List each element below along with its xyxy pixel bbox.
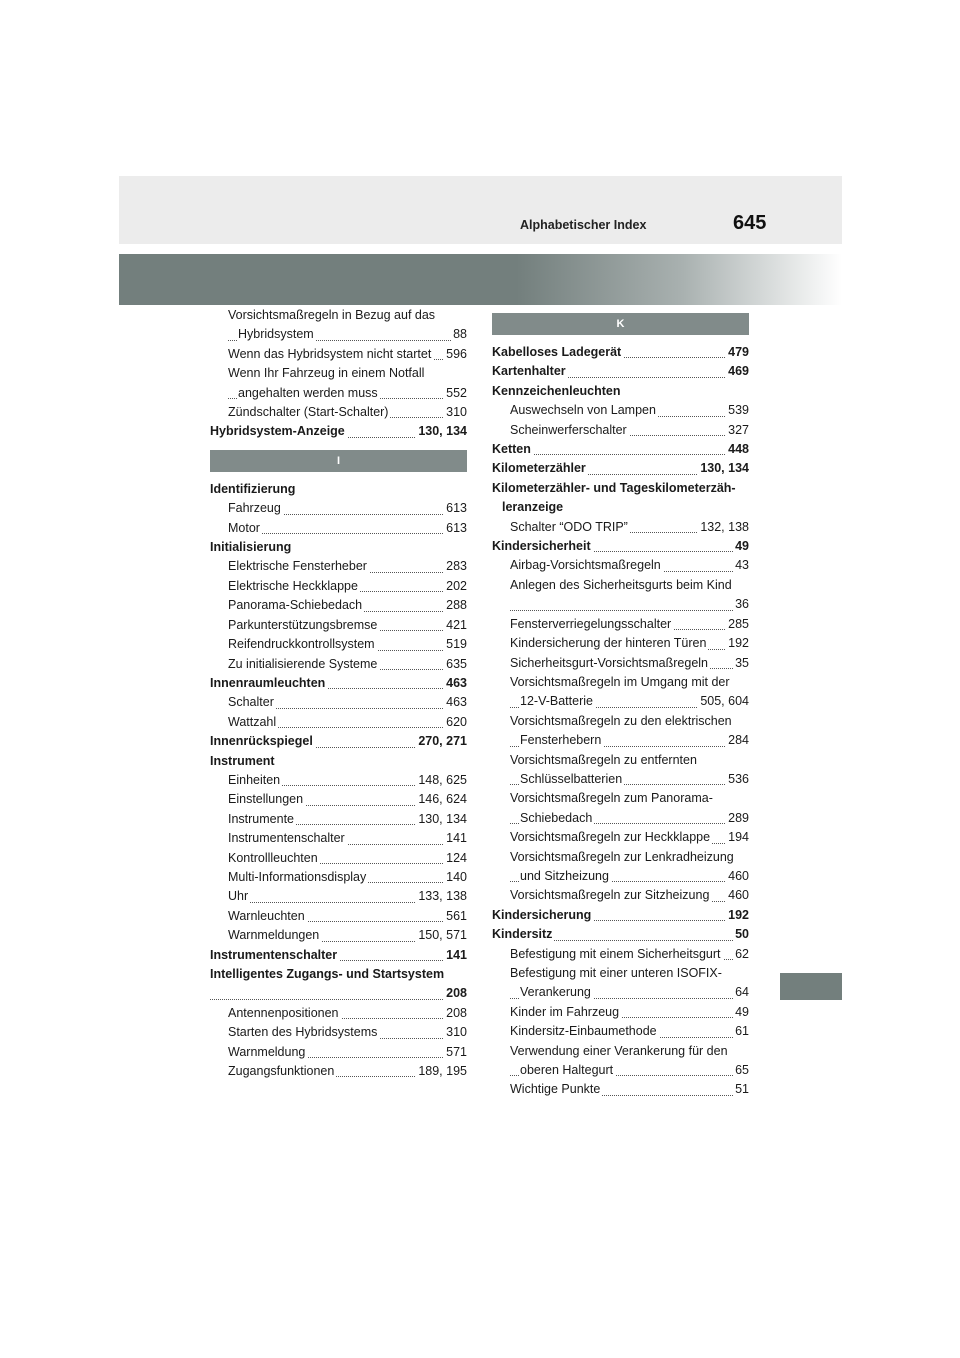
index-entry bbox=[492, 751, 749, 790]
index-entry-pages: 88 bbox=[451, 325, 467, 344]
index-entry bbox=[492, 848, 749, 887]
index-entry-row bbox=[228, 577, 467, 596]
index-entry-label: Einstellungen bbox=[228, 790, 305, 809]
index-entry-row bbox=[510, 1003, 749, 1022]
index-entry-label: Instrument bbox=[210, 752, 277, 771]
index-entry-pages: 552 bbox=[444, 384, 467, 403]
index-entry-row bbox=[228, 1043, 467, 1062]
index-entry bbox=[210, 907, 467, 926]
index-entry-label: Wichtige Punkte bbox=[510, 1080, 602, 1099]
index-entry bbox=[492, 1022, 749, 1041]
index-entry-row bbox=[228, 907, 467, 926]
index-entry-row bbox=[510, 615, 749, 634]
index-entry-pages: 561 bbox=[444, 907, 467, 926]
index-entry bbox=[210, 306, 467, 345]
index-entry bbox=[210, 926, 467, 945]
index-entry-row bbox=[510, 1022, 749, 1041]
index-entry-row bbox=[510, 634, 749, 653]
index-entry-row bbox=[228, 345, 467, 364]
index-entry-label: Kennzeichenleuchten bbox=[492, 382, 623, 401]
index-entry bbox=[492, 421, 749, 440]
index-entry bbox=[492, 479, 749, 518]
index-entry-label: Kinder im Fahrzeug bbox=[510, 1003, 621, 1022]
index-entry bbox=[210, 616, 467, 635]
index-entry-row bbox=[510, 692, 749, 711]
index-entry bbox=[210, 557, 467, 576]
dot-leader bbox=[228, 533, 467, 534]
index-entry-row bbox=[228, 403, 467, 422]
index-entry-label: Antennenpositionen bbox=[228, 1004, 341, 1023]
index-entry bbox=[492, 712, 749, 751]
index-entry-pages: 460 bbox=[726, 886, 749, 905]
index-entry bbox=[492, 382, 749, 401]
index-entry-row bbox=[510, 595, 749, 614]
index-entry bbox=[210, 364, 467, 403]
index-entry-pages: 613 bbox=[444, 499, 467, 518]
index-entry-label: Kindersitz-Einbaumethode bbox=[510, 1022, 659, 1041]
index-entry-label-continued: und Sitzheizung bbox=[520, 867, 611, 886]
index-entry bbox=[492, 828, 749, 847]
index-entry-row bbox=[510, 1061, 749, 1080]
index-entry-label: Reifendruckkontrollsystem bbox=[228, 635, 377, 654]
index-entry-label: Warnleuchten bbox=[228, 907, 307, 926]
index-entry-label: Elektrische Heckklappe bbox=[228, 577, 360, 596]
index-entry-label-continued: Schlüsselbatterien bbox=[520, 770, 624, 789]
index-entry-pages: 620 bbox=[444, 713, 467, 732]
index-entry-pages: 505, 604 bbox=[698, 692, 749, 711]
index-entry-row bbox=[228, 655, 467, 674]
index-entry bbox=[492, 556, 749, 575]
index-entry-label-continued: oberen Haltegurt bbox=[520, 1061, 615, 1080]
index-entry bbox=[210, 596, 467, 615]
index-entry-label: Instrumentenschalter bbox=[228, 829, 347, 848]
index-entry-label: Uhr bbox=[228, 887, 250, 906]
spacer bbox=[492, 335, 749, 343]
index-entry bbox=[210, 635, 467, 654]
index-entry-row bbox=[210, 422, 467, 441]
index-entry-pages: 148, 625 bbox=[416, 771, 467, 790]
index-entry-pages: 49 bbox=[733, 537, 749, 556]
index-entry-row bbox=[492, 362, 749, 381]
index-entry-label: Kabelloses Ladegerät bbox=[492, 343, 623, 362]
index-entry-label: Warnmeldung bbox=[228, 1043, 307, 1062]
index-entry-pages: 150, 571 bbox=[416, 926, 467, 945]
index-entry-label: Kilometerzähler- und Tageskilometerzäh- bbox=[492, 480, 736, 495]
index-entry-pages: 140 bbox=[444, 868, 467, 887]
index-entry-pages: 130, 134 bbox=[416, 422, 467, 441]
index-entry-pages: 539 bbox=[726, 401, 749, 420]
index-entry-row bbox=[210, 752, 467, 771]
index-entry-pages: 310 bbox=[444, 403, 467, 422]
index-entry-label-continued: 12-V-Batterie bbox=[520, 692, 595, 711]
index-entry-label: Kartenhalter bbox=[492, 362, 568, 381]
index-entry-row bbox=[492, 925, 749, 944]
index-entry-label: Identifizierung bbox=[210, 480, 297, 499]
index-entry-pages: 36 bbox=[733, 595, 749, 614]
index-entry-row bbox=[492, 343, 749, 362]
index-entry-row bbox=[492, 382, 749, 401]
index-entry-row bbox=[228, 635, 467, 654]
index-entry-row bbox=[510, 518, 749, 537]
index-entry-pages: 49 bbox=[733, 1003, 749, 1022]
index-entry bbox=[210, 790, 467, 809]
index-entry bbox=[492, 576, 749, 615]
section-letter-header: K bbox=[492, 313, 749, 335]
index-entry-pages: 62 bbox=[733, 945, 749, 964]
index-entry-row bbox=[228, 868, 467, 887]
index-entry-row bbox=[510, 421, 749, 440]
index-entry bbox=[210, 752, 467, 771]
index-entry bbox=[210, 849, 467, 868]
index-entry-row bbox=[228, 771, 467, 790]
index-entry-row bbox=[510, 770, 749, 789]
index-entry-label: Scheinwerferschalter bbox=[510, 421, 629, 440]
index-entry-pages: 35 bbox=[733, 654, 749, 673]
section-title: Alphabetischer Index bbox=[520, 218, 647, 232]
index-entry bbox=[210, 693, 467, 712]
index-entry-row bbox=[228, 1023, 467, 1042]
index-entry-label: Starten des Hybridsystems bbox=[228, 1023, 379, 1042]
index-entry-row bbox=[510, 828, 749, 847]
index-entry bbox=[210, 1043, 467, 1062]
index-entry-pages: 208 bbox=[444, 984, 467, 1003]
index-entry bbox=[210, 732, 467, 751]
index-entry-label: Zu initialisierende Systeme bbox=[228, 655, 379, 674]
index-entry-label: Multi-Informationsdisplay bbox=[228, 868, 368, 887]
spacer bbox=[210, 442, 467, 450]
index-entry-row bbox=[210, 674, 467, 693]
index-entry-row bbox=[492, 537, 749, 556]
index-entry-pages: 189, 195 bbox=[416, 1062, 467, 1081]
index-entry-row bbox=[510, 867, 749, 886]
index-entry-pages: 469 bbox=[726, 362, 749, 381]
index-entry-pages: 51 bbox=[733, 1080, 749, 1099]
index-entry-label: Zündschalter (Start-Schalter) bbox=[228, 403, 390, 422]
index-entry-row bbox=[210, 984, 467, 1003]
index-entry-label: Wenn Ihr Fahrzeug in einem Notfall bbox=[228, 366, 425, 381]
index-entry bbox=[492, 343, 749, 362]
index-entry bbox=[210, 403, 467, 422]
index-entry-pages: 43 bbox=[733, 556, 749, 575]
index-entry bbox=[210, 422, 467, 441]
index-entry bbox=[210, 345, 467, 364]
dot-leader bbox=[210, 999, 467, 1000]
index-entry-label: Befestigung mit einer unteren ISOFIX- bbox=[510, 966, 722, 980]
index-entry bbox=[210, 946, 467, 965]
index-entry-pages: 146, 624 bbox=[416, 790, 467, 809]
index-entry-row bbox=[228, 849, 467, 868]
index-entry bbox=[210, 674, 467, 693]
index-column-left bbox=[210, 306, 467, 1081]
index-entry bbox=[210, 965, 467, 1004]
index-entry bbox=[210, 480, 467, 499]
index-entry-label: Zugangsfunktionen bbox=[228, 1062, 336, 1081]
index-entry-row bbox=[510, 654, 749, 673]
index-entry-label: Vorsichtsmaßregeln zu entfernten bbox=[510, 752, 697, 767]
index-entry-pages: 124 bbox=[444, 849, 467, 868]
index-entry-pages: 192 bbox=[726, 634, 749, 653]
index-entry-pages: 133, 138 bbox=[416, 887, 467, 906]
page-number: 645 bbox=[733, 212, 767, 234]
index-entry-label-continued: Fensterhebern bbox=[520, 731, 603, 750]
index-entry-row bbox=[492, 440, 749, 459]
thumb-index-tab bbox=[780, 973, 842, 1000]
index-entry-row bbox=[228, 499, 467, 518]
index-entry-row bbox=[492, 459, 749, 478]
index-entry-pages: 285 bbox=[726, 615, 749, 634]
index-entry-pages: 635 bbox=[444, 655, 467, 674]
index-entry bbox=[210, 1004, 467, 1023]
index-entry bbox=[492, 459, 749, 478]
index-entry-row bbox=[510, 983, 749, 1002]
index-entry-label: Parkunterstützungsbremse bbox=[228, 616, 379, 635]
dot-leader bbox=[510, 610, 749, 611]
index-entry-row bbox=[210, 480, 467, 499]
index-entry-label: Wenn das Hybridsystem nicht startet bbox=[228, 345, 433, 364]
index-entry-pages: 50 bbox=[733, 925, 749, 944]
index-entry-row bbox=[228, 790, 467, 809]
index-entry-label: Kindersitz bbox=[492, 925, 554, 944]
index-entry-row bbox=[210, 538, 467, 557]
index-entry-pages: 270, 271 bbox=[416, 732, 467, 751]
index-entry bbox=[492, 945, 749, 964]
index-entry-label: Schalter bbox=[228, 693, 276, 712]
index-entry-row bbox=[228, 887, 467, 906]
index-entry-pages: 463 bbox=[444, 674, 467, 693]
index-entry bbox=[210, 810, 467, 829]
index-entry-pages: 613 bbox=[444, 519, 467, 538]
index-entry-pages: 130, 134 bbox=[698, 459, 749, 478]
index-entry-label: Vorsichtsmaßregeln zur Lenkradheizung bbox=[510, 849, 734, 864]
index-entry-label: Schalter “ODO TRIP” bbox=[510, 518, 630, 537]
index-entry-label: Warnmeldungen bbox=[228, 926, 321, 945]
index-entry bbox=[492, 518, 749, 537]
index-entry-label: Motor bbox=[228, 519, 262, 538]
index-entry-row bbox=[228, 1004, 467, 1023]
index-entry-pages: 132, 138 bbox=[698, 518, 749, 537]
index-entry-label: Vorsichtsmaßregeln zu den elektrischen bbox=[510, 713, 732, 728]
index-entry bbox=[492, 401, 749, 420]
index-entry-pages: 288 bbox=[444, 596, 467, 615]
index-entry-pages: 596 bbox=[444, 345, 467, 364]
index-entry-row bbox=[228, 829, 467, 848]
index-entry-label: Einheiten bbox=[228, 771, 282, 790]
index-entry-label: Auswechseln von Lampen bbox=[510, 401, 658, 420]
index-entry-label: Vorsichtsmaßregeln im Umgang mit der bbox=[510, 674, 730, 689]
index-entry-row bbox=[510, 731, 749, 750]
index-entry bbox=[492, 789, 749, 828]
index-entry-row bbox=[210, 732, 467, 751]
index-entry-row bbox=[510, 401, 749, 420]
index-entry-row bbox=[510, 1080, 749, 1099]
index-entry-label: Wattzahl bbox=[228, 713, 278, 732]
index-entry-row bbox=[228, 325, 467, 344]
index-entry-row bbox=[510, 886, 749, 905]
index-entry-row bbox=[492, 906, 749, 925]
index-entry bbox=[210, 655, 467, 674]
index-entry-pages: 141 bbox=[444, 829, 467, 848]
index-entry-pages: 202 bbox=[444, 577, 467, 596]
index-entry bbox=[492, 1042, 749, 1081]
index-entry-row bbox=[228, 1062, 467, 1081]
section-letter-header: I bbox=[210, 450, 467, 472]
index-entry-label: Vorsichtsmaßregeln zum Panorama- bbox=[510, 791, 713, 806]
index-entry-pages: 61 bbox=[733, 1022, 749, 1041]
index-entry bbox=[492, 537, 749, 556]
index-entry bbox=[492, 440, 749, 459]
index-entry-row bbox=[228, 596, 467, 615]
index-entry bbox=[492, 925, 749, 944]
index-entry-pages: 141 bbox=[444, 946, 467, 965]
index-entry-pages: 327 bbox=[726, 421, 749, 440]
index-entry bbox=[210, 713, 467, 732]
index-entry-pages: 310 bbox=[444, 1023, 467, 1042]
index-entry-label-continued: Hybridsystem bbox=[238, 325, 316, 344]
index-entry-label: Intelligentes Zugangs- und Startsystem bbox=[210, 967, 445, 981]
chapter-band bbox=[119, 254, 842, 305]
index-entry-label: Airbag-Vorsichtsmaßregeln bbox=[510, 556, 663, 575]
index-entry-label: Kilometerzähler bbox=[492, 459, 588, 478]
index-entry bbox=[492, 362, 749, 381]
index-entry-pages: 194 bbox=[726, 828, 749, 847]
index-entry-label-continued: Verankerung bbox=[520, 983, 593, 1002]
index-entry-label: Kindersicherheit bbox=[492, 537, 593, 556]
index-entry bbox=[492, 673, 749, 712]
index-entry-pages: 571 bbox=[444, 1043, 467, 1062]
index-entry bbox=[492, 654, 749, 673]
index-entry-label-continued: leranzeige bbox=[502, 500, 564, 515]
index-entry bbox=[210, 538, 467, 557]
index-entry bbox=[210, 1023, 467, 1042]
index-entry-label: Sicherheitsgurt-Vorsichtsmaßregeln bbox=[510, 654, 710, 673]
index-entry-label: Fahrzeug bbox=[228, 499, 283, 518]
index-entry-label: Vorsichtsmaßregeln zur Sitzheizung bbox=[510, 886, 711, 905]
index-entry-label: Anlegen des Sicherheitsgurts beim Kind bbox=[510, 577, 732, 592]
index-entry-pages: 448 bbox=[726, 440, 749, 459]
index-entry-pages: 289 bbox=[726, 809, 749, 828]
index-entry bbox=[492, 1080, 749, 1099]
index-entry-label: Vorsichtsmaßregeln in Bezug auf das bbox=[228, 308, 436, 322]
index-entry bbox=[492, 615, 749, 634]
index-entry bbox=[210, 577, 467, 596]
index-entry-row bbox=[228, 713, 467, 732]
index-entry-pages: 421 bbox=[444, 616, 467, 635]
index-entry-pages: 208 bbox=[444, 1004, 467, 1023]
index-entry-label: Innenraumleuchten bbox=[210, 674, 327, 693]
index-entry-pages: 64 bbox=[733, 983, 749, 1002]
index-entry-row bbox=[228, 557, 467, 576]
index-entry-label-continued: Schiebedach bbox=[520, 809, 594, 828]
index-entry-pages: 479 bbox=[726, 343, 749, 362]
index-entry bbox=[210, 868, 467, 887]
index-entry bbox=[210, 1062, 467, 1081]
index-entry-row bbox=[228, 616, 467, 635]
index-entry bbox=[492, 634, 749, 653]
index-entry-label: Hybridsystem-Anzeige bbox=[210, 422, 347, 441]
index-entry-row bbox=[228, 693, 467, 712]
index-entry-label: Vorsichtsmaßregeln zur Heckklappe bbox=[510, 828, 712, 847]
index-entry bbox=[210, 519, 467, 538]
index-entry-label: Innenrückspiegel bbox=[210, 732, 315, 751]
index-entry-label: Verwendung einer Verankerung für den bbox=[510, 1043, 728, 1058]
index-entry-label: Instrumentenschalter bbox=[210, 946, 339, 965]
index-entry-label: Panorama-Schiebedach bbox=[228, 596, 364, 615]
index-entry-row bbox=[228, 384, 467, 403]
index-entry bbox=[210, 499, 467, 518]
index-entry-pages: 460 bbox=[726, 867, 749, 886]
index-entry bbox=[210, 771, 467, 790]
index-entry bbox=[492, 886, 749, 905]
index-entry bbox=[492, 906, 749, 925]
index-entry-label: Kontrollleuchten bbox=[228, 849, 320, 868]
index-entry-row bbox=[228, 926, 467, 945]
index-entry-pages: 192 bbox=[726, 906, 749, 925]
index-entry-label: Ketten bbox=[492, 440, 533, 459]
index-entry-label: Fensterverriegelungsschalter bbox=[510, 615, 673, 634]
index-entry-row bbox=[510, 809, 749, 828]
index-entry bbox=[210, 887, 467, 906]
index-entry-row bbox=[510, 556, 749, 575]
index-entry-pages: 463 bbox=[444, 693, 467, 712]
index-entry-pages: 65 bbox=[733, 1061, 749, 1080]
index-entry-label-continued: angehalten werden muss bbox=[238, 384, 380, 403]
index-entry-label: Instrumente bbox=[228, 810, 296, 829]
index-entry-label: Kindersicherung der hinteren Türen bbox=[510, 634, 708, 653]
index-entry-row bbox=[228, 810, 467, 829]
index-entry-pages: 284 bbox=[726, 731, 749, 750]
index-entry-row bbox=[510, 945, 749, 964]
index-entry bbox=[492, 1003, 749, 1022]
index-entry-pages: 130, 134 bbox=[416, 810, 467, 829]
index-entry-pages: 283 bbox=[444, 557, 467, 576]
index-entry-row bbox=[210, 946, 467, 965]
index-entry-label: Kindersicherung bbox=[492, 906, 593, 925]
index-entry bbox=[210, 829, 467, 848]
spacer bbox=[210, 472, 467, 480]
index-entry-pages: 536 bbox=[726, 770, 749, 789]
index-entry-pages: 519 bbox=[444, 635, 467, 654]
index-entry-row bbox=[228, 519, 467, 538]
index-entry-label: Elektrische Fensterheber bbox=[228, 557, 369, 576]
index-column-right bbox=[492, 313, 749, 1100]
index-entry bbox=[492, 964, 749, 1003]
index-entry-label: Initialisierung bbox=[210, 538, 293, 557]
index-entry-label: Befestigung mit einem Sicherheitsgurt bbox=[510, 945, 723, 964]
